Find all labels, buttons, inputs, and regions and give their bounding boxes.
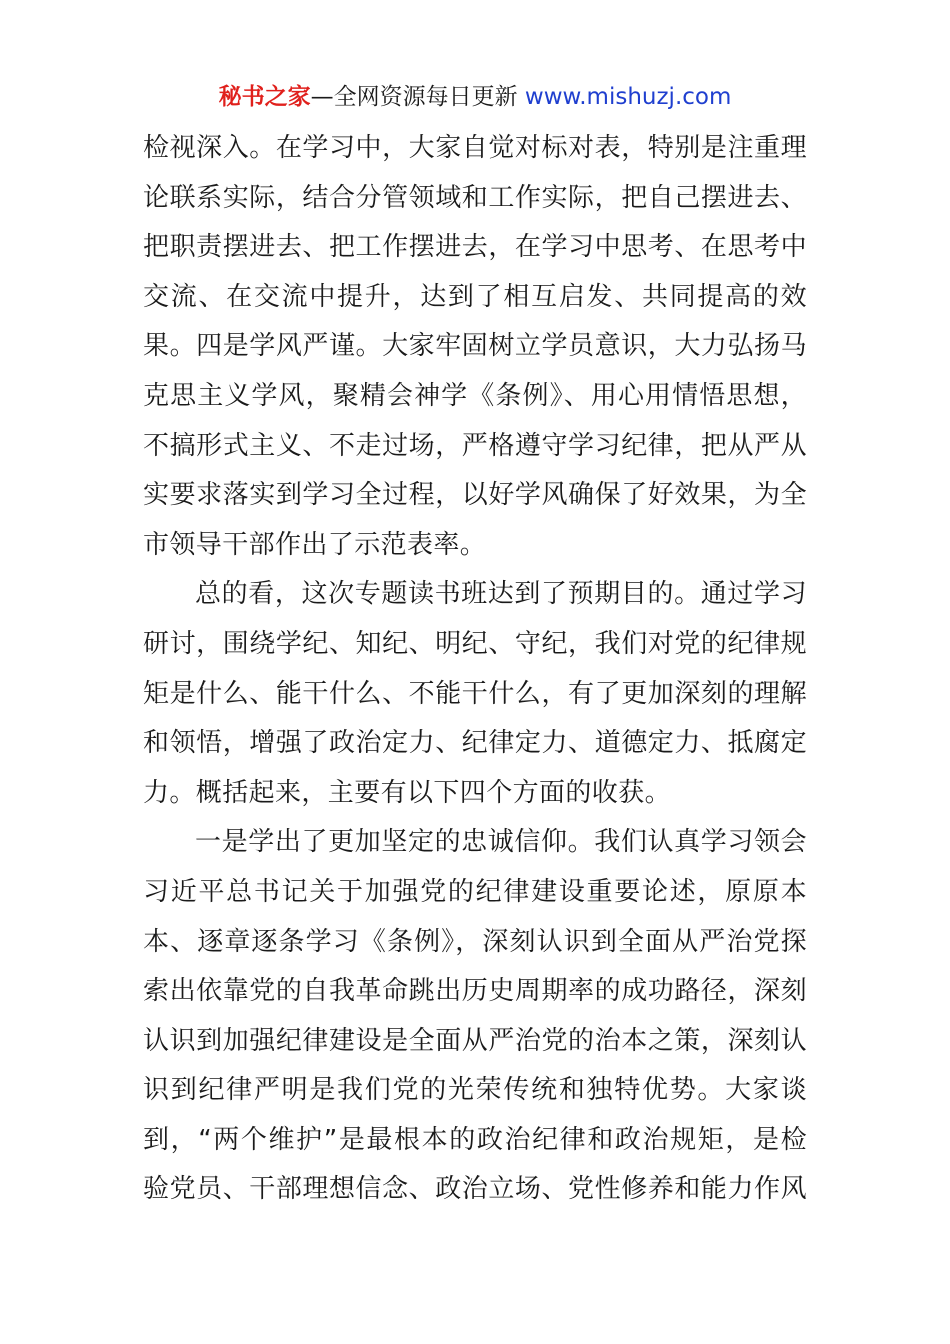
text-line: 力。概括起来，主要有以下四个方面的收获。 <box>143 777 672 808</box>
text-line: 研讨，围绕学纪、知纪、明纪、守纪，我们对党的纪律规 <box>143 628 807 659</box>
text-line: 矩是什么、能干什么、不能干什么，有了更加深刻的理解 <box>143 678 807 709</box>
site-brand: 秘书之家 <box>218 84 311 110</box>
document-body <box>143 124 807 1215</box>
site-url[interactable]: www.mishuzj.com <box>524 84 732 110</box>
site-tagline: —全网资源每日更新 <box>310 84 525 110</box>
text-line: 一是学出了更加坚定的忠诚信仰。我们认真学习领会 <box>195 827 807 858</box>
text-line: 果。四是学风严谨。大家牢固树立学员意识，大力弘扬马 <box>143 331 807 362</box>
text-line: 市领导干部作出了示范表率。 <box>143 529 487 560</box>
text-line: 识到纪律严明是我们党的光荣传统和独特优势。大家谈 <box>143 1075 807 1106</box>
text-line: 习近平总书记关于加强党的纪律建设重要论述，原原本 <box>143 876 807 907</box>
text-line: 认识到加强纪律建设是全面从严治党的治本之策，深刻认 <box>143 1025 807 1056</box>
text-line: 实要求落实到学习全过程，以好学风确保了好效果，为全 <box>143 480 807 511</box>
text-line: 论联系实际，结合分管领域和工作实际，把自己摆进去、 <box>143 182 807 213</box>
text-line: 不搞形式主义、不走过场，严格遵守学习纪律，把从严从 <box>143 430 807 461</box>
text-line: 交流、在交流中提升，达到了相互启发、共同提高的效 <box>143 281 807 312</box>
text-line: 把职责摆进去、把工作摆进去，在学习中思考、在思考中 <box>143 232 807 263</box>
text-line: 到，“两个维护”是最根本的政治纪律和政治规矩，是检 <box>143 1124 807 1155</box>
text-line: 检视深入。在学习中，大家自觉对标对表，特别是注重理 <box>143 133 807 163</box>
text-line: 克思主义学风，聚精会神学《条例》、用心用情悟思想， <box>143 380 807 411</box>
text-line: 和领悟，增强了政治定力、纪律定力、道德定力、抵腐定 <box>143 728 807 759</box>
text-line: 验党员、干部理想信念、政治立场、党性修养和能力作风 <box>143 1174 807 1205</box>
text-line: 总的看，这次专题读书班达到了预期目的。通过学习 <box>195 579 807 610</box>
text-line: 索出依靠党的自我革命跳出历史周期率的成功路径，深刻 <box>143 976 807 1007</box>
text-line: 本、逐章逐条学习《条例》，深刻认识到全面从严治党探 <box>143 926 807 957</box>
page-header <box>0 80 950 114</box>
